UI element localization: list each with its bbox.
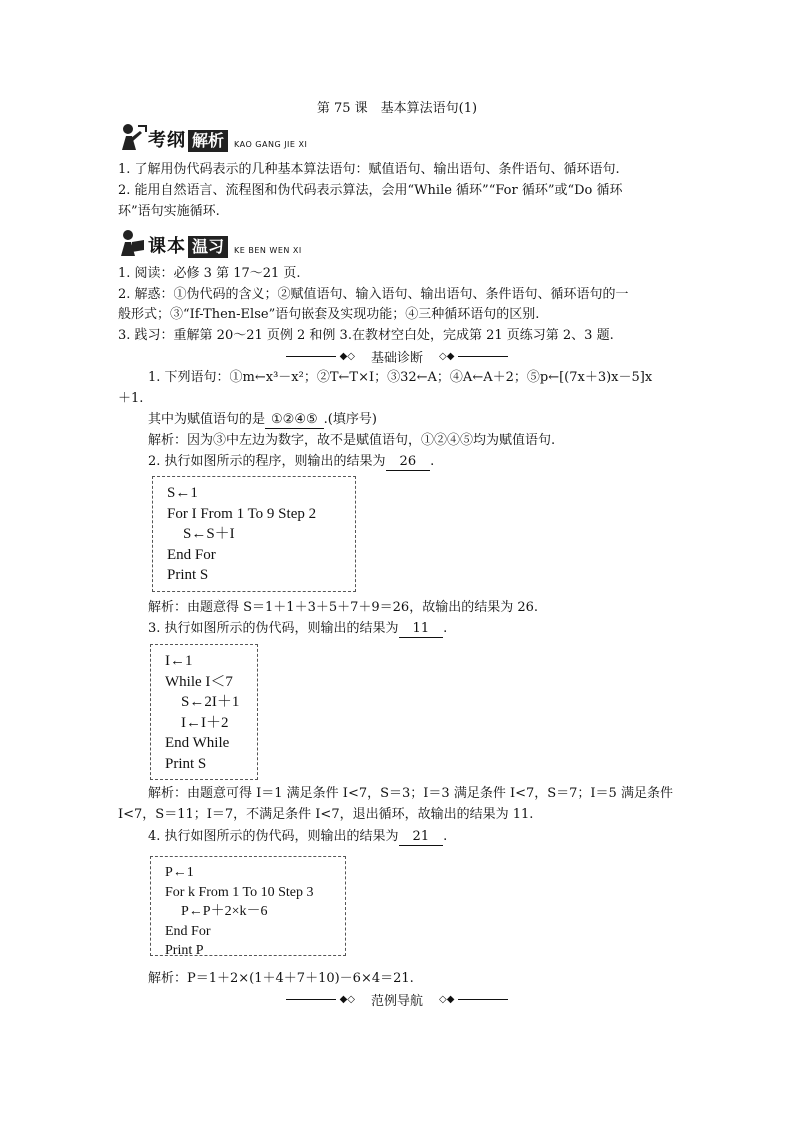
banner-pinyin: KE BEN WEN XI xyxy=(234,246,302,255)
code-line: End For xyxy=(167,546,216,563)
q3-analysis-1: 解析：由题意可得 I＝1 满足条件 I<7，S＝3；I＝3 满足条件 I<7，S＝7；I＝5 满足条件 xyxy=(148,786,673,801)
ornament-icon: ◇◆ xyxy=(439,994,455,1005)
q1-prompt: 其中为赋值语句的是 xyxy=(148,412,266,427)
code-line: While I＜7 xyxy=(165,673,233,690)
reader-icon xyxy=(118,228,148,258)
q3-code-box xyxy=(150,644,258,780)
banner-highlight: 解析 xyxy=(188,130,228,152)
code-line: P←P＋2×k－6 xyxy=(181,904,268,919)
q1-prompt-line xyxy=(148,410,377,430)
ornament-icon: ◇◆ xyxy=(439,351,455,362)
q4-prompt-line xyxy=(148,827,447,847)
outline-line-2: 2. 能用自然语言、流程图和伪代码表示算法，会用“While 循环”“For 循环”或“Do 循环 xyxy=(118,183,623,198)
code-line: Print S xyxy=(165,755,207,772)
section-divider-basic xyxy=(0,347,794,366)
ornament-icon: ◆◇ xyxy=(339,351,355,362)
q2-prompt-line xyxy=(148,452,434,472)
divider-line xyxy=(458,999,508,1000)
code-line: S←2I＋1 xyxy=(181,694,240,710)
q4-answer: 21 xyxy=(399,829,444,846)
q4-prompt: 4. 执行如图所示的伪代码，则输出的结果为 xyxy=(148,829,399,844)
code-line: Print S xyxy=(167,567,209,583)
q4-analysis: 解析：P＝1＋2×(1＋4＋7＋10)－6×4＝21. xyxy=(148,971,414,986)
code-line: P←1 xyxy=(165,865,194,880)
code-line: S←S＋I xyxy=(183,526,235,542)
q3-analysis-2: I<7，S＝11；I＝7，不满足条件 I<7，退出循环，故输出的结果为 11. xyxy=(118,807,534,822)
code-line: For I From 1 To 9 Step 2 xyxy=(167,505,317,522)
q2-prompt: 2. 执行如图所示的程序，则输出的结果为 xyxy=(148,454,386,469)
code-line: S←1 xyxy=(167,485,198,501)
review-line-4: 3. 践习：重解第 20～21 页例 2 和例 3.在教材空白处，完成第 21 页练习第 2、3 题. xyxy=(118,328,614,343)
q3-suffix: . xyxy=(443,621,448,636)
section-divider-examples xyxy=(0,990,794,1009)
q2-answer: 26 xyxy=(386,454,431,471)
section-title: 范例导航 xyxy=(370,994,423,1009)
section-banner-outline xyxy=(118,122,307,152)
outline-line-3: 环”语句实施循环. xyxy=(118,204,220,219)
page-title: 第 75 课 基本算法语句(1) xyxy=(316,101,478,116)
review-line-3: 般形式；③“If-Then-Else”语句嵌套及实现功能；④三种循环语句的区别. xyxy=(118,307,540,322)
q2-analysis: 解析：由题意得 S＝1＋1＋3＋5＋7＋9＝26，故输出的结果为 26. xyxy=(148,600,539,615)
section-banner-review xyxy=(118,228,302,258)
q1-answer: ①②④⑤ xyxy=(265,412,324,429)
q3-prompt-line xyxy=(148,619,447,639)
code-line: Print P xyxy=(165,943,204,958)
outline-line-1: 1. 了解用伪代码表示的几种基本算法语句：赋值语句、输出语句、条件语句、循环语句. xyxy=(118,162,620,177)
code-line: I←1 xyxy=(165,653,193,669)
q3-answer: 11 xyxy=(399,621,444,638)
ornament-icon: ◆◇ xyxy=(339,994,355,1005)
student-icon xyxy=(118,122,148,152)
code-line: End For xyxy=(165,923,211,939)
section-title: 基础诊断 xyxy=(370,351,423,366)
banner-highlight: 温习 xyxy=(188,236,228,258)
q1-line-1: 1. 下列语句：①m←x³－x²；②T←T×I；③32←A；④A←A＋2；⑤p←[(7x＋3)x－5]x xyxy=(148,370,653,385)
q1-line-2: ＋1. xyxy=(118,391,144,406)
code-line: For k From 1 To 10 Step 3 xyxy=(165,884,314,900)
code-line: I←I＋2 xyxy=(181,714,229,731)
q2-suffix: . xyxy=(430,454,435,469)
divider-line xyxy=(286,356,336,357)
q1-suffix: .(填序号) xyxy=(323,412,377,427)
review-line-1: 1. 阅读：必修 3 第 17～21 页. xyxy=(118,266,301,281)
q4-suffix: . xyxy=(443,829,448,844)
review-line-2: 2. 解惑：①伪代码的含义；②赋值语句、输入语句、输出语句、条件语句、循环语句的一 xyxy=(118,287,629,302)
q4-code-box xyxy=(150,856,346,956)
q2-code-box xyxy=(152,476,356,592)
banner-pinyin: KAO GANG JIE XI xyxy=(234,140,308,149)
code-line: End While xyxy=(165,735,230,751)
banner-title: 考纲 xyxy=(148,130,186,151)
divider-line xyxy=(286,999,336,1000)
divider-line xyxy=(458,356,508,357)
q3-prompt: 3. 执行如图所示的伪代码，则输出的结果为 xyxy=(148,621,399,636)
q1-analysis: 解析：因为③中左边为数字，故不是赋值语句，①②④⑤均为赋值语句. xyxy=(148,433,556,448)
banner-title: 课本 xyxy=(148,236,186,257)
